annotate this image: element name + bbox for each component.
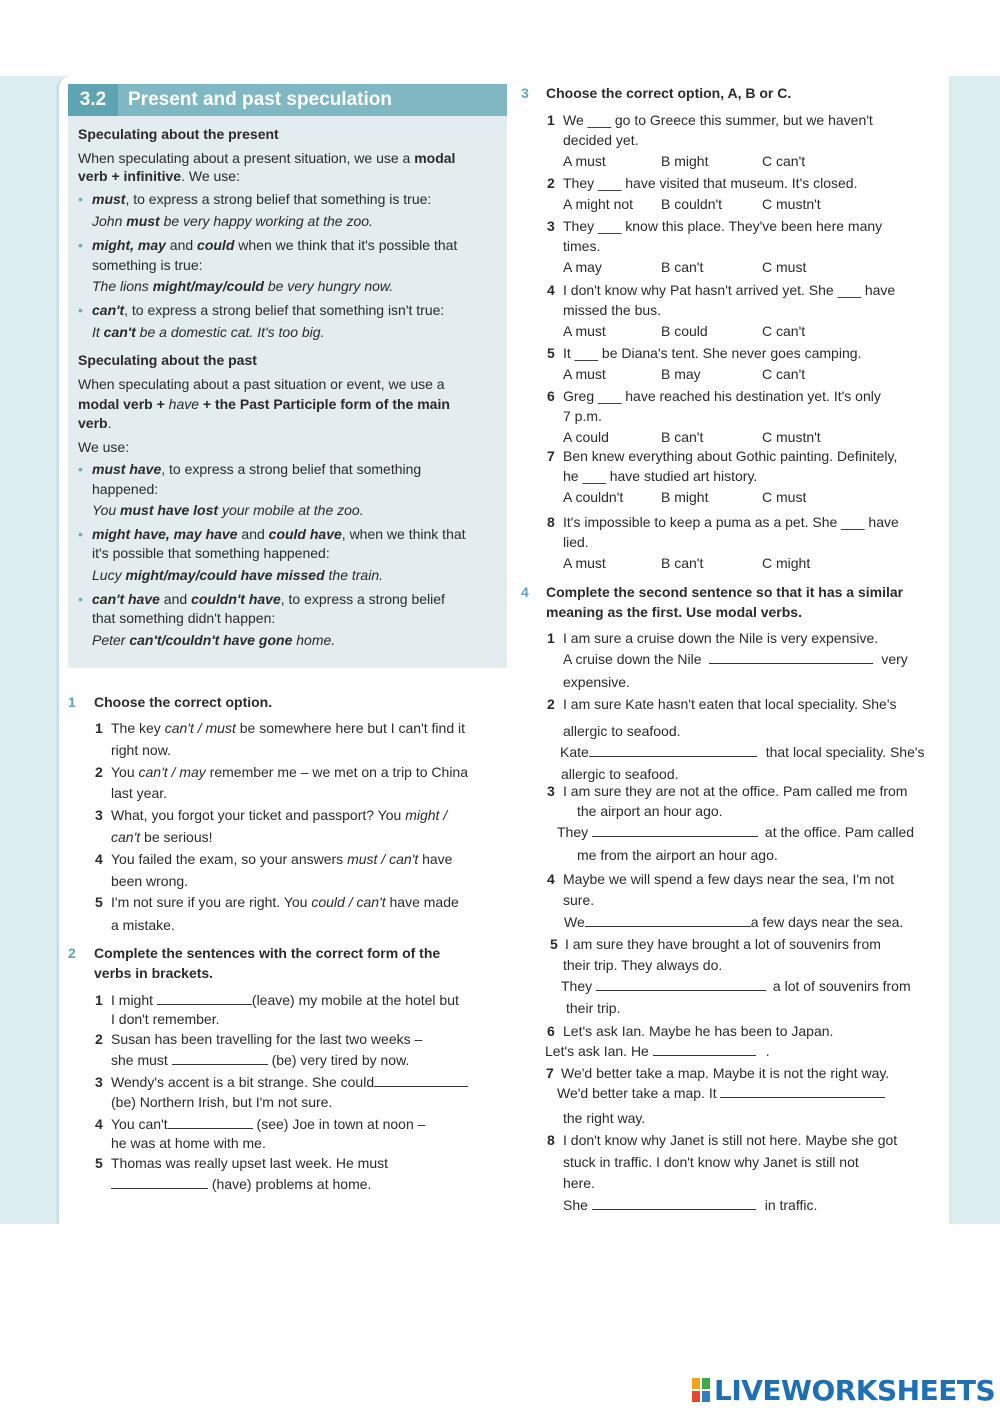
option-b[interactable]: B can't: [661, 259, 704, 275]
section-title: Present and past speculation: [128, 89, 392, 110]
logo-icon: [692, 1378, 710, 1402]
ex4-item-1: I am sure a cruise down the Nile is very expensive.: [563, 630, 879, 646]
logo-square: [702, 1378, 710, 1389]
exercise-2-title: Complete the sentences with the correct form of the: [94, 945, 441, 961]
ex2-item-4-line2: he was at home with me.: [111, 1135, 266, 1151]
ex1-item-5-line2: a mistake.: [111, 917, 175, 933]
ex4-item-5-line2: their trip. They always do.: [563, 957, 723, 973]
item-number: 1: [547, 630, 555, 646]
item-number: 4: [547, 282, 555, 298]
present-intro: When speculating about a present situation, we use a modal: [78, 150, 456, 166]
ex1-item-1: The key can't / must be somewhere here but I can't find it: [111, 720, 465, 736]
rule-might-have-line2: it's possible that something happened:: [92, 545, 330, 561]
ex1-item-3: What, you forgot your ticket and passport? You might /: [111, 807, 448, 823]
ex4-item-7: We'd better take a map. Maybe it is not the right way.: [561, 1065, 890, 1081]
bullet-icon: •: [78, 591, 83, 607]
ex4-item-2-line2: allergic to seafood.: [563, 723, 681, 739]
example-cant: It can't be a domestic cat. It's too big.: [92, 324, 325, 340]
ex3-question: I don't know why Pat hasn't arrived yet. She ___ have: [563, 282, 896, 298]
option-a[interactable]: A must: [563, 323, 606, 339]
logo-square: [692, 1391, 700, 1402]
option-b[interactable]: B could: [661, 323, 708, 339]
ex3-question-line2: lied.: [563, 534, 589, 550]
answer-blank[interactable]: [172, 1052, 268, 1065]
item-number: 7: [547, 448, 555, 464]
item-number: 5: [95, 894, 103, 910]
ex4-item-1-rewrite: A cruise down the Nile very: [563, 651, 908, 667]
rule-might: might, may and could when we think that it's possible that: [92, 237, 458, 253]
exercise-2-number: 2: [68, 945, 76, 961]
item-number: 8: [547, 514, 555, 530]
item-number: 5: [95, 1155, 103, 1171]
ex4-item-2: I am sure Kate hasn't eaten that local speciality. She's: [563, 696, 897, 712]
ex2-item-5-line2: (have) problems at home.: [111, 1175, 371, 1193]
option-c[interactable]: C mustn't: [762, 196, 821, 212]
item-number: 2: [95, 764, 103, 780]
option-choice[interactable]: can't / may: [138, 764, 206, 780]
answer-blank[interactable]: [653, 1043, 756, 1056]
option-c[interactable]: C might: [762, 555, 811, 571]
exercise-3-title: Choose the correct option, A, B or C.: [546, 85, 792, 101]
answer-blank[interactable]: [592, 824, 758, 837]
rule-must: must, to express a strong belief that something is true:: [92, 191, 432, 207]
ex3-question: They ___ know this place. They've been here many: [563, 218, 883, 234]
item-number: 3: [95, 807, 103, 823]
item-number: 1: [95, 720, 103, 736]
item-number: 2: [95, 1031, 103, 1047]
ex2-item-1: I might (leave) my mobile at the hotel but: [111, 992, 459, 1008]
ex3-question-line2: decided yet.: [563, 132, 639, 148]
option-c[interactable]: C can't: [762, 153, 806, 169]
ex4-item-8-line2: stuck in traffic. I don't know why Janet is still not: [563, 1154, 859, 1170]
answer-blank[interactable]: [720, 1085, 885, 1098]
option-a[interactable]: A could: [563, 429, 609, 445]
item-number: 5: [547, 345, 555, 361]
ex4-item-3-line2: the airport an hour ago.: [577, 803, 723, 819]
past-heading: Speculating about the past: [78, 352, 257, 368]
ex4-item-1-line3: expensive.: [563, 674, 630, 690]
ex4-item-7-line3: the right way.: [563, 1110, 646, 1126]
item-number: 4: [95, 1116, 103, 1132]
example-must: John must be very happy working at the zoo.: [92, 213, 373, 229]
item-number: 6: [547, 388, 555, 404]
option-a[interactable]: A must: [563, 153, 606, 169]
ex4-item-6-rewrite: Let's ask Ian. He .: [545, 1043, 770, 1059]
item-number: 6: [547, 1023, 555, 1039]
option-b[interactable]: B might: [661, 153, 709, 169]
logo-square: [692, 1378, 700, 1389]
exercise-1-title: Choose the correct option.: [94, 694, 273, 710]
ex4-item-6: Let's ask Ian. Maybe he has been to Japan.: [563, 1023, 834, 1039]
answer-blank[interactable]: [157, 992, 252, 1005]
ex3-question: We ___ go to Greece this summer, but we haven't: [563, 112, 873, 128]
ex2-item-3: Wendy's accent is a bit strange. She could: [111, 1073, 468, 1091]
example-might: The lions might/may/could be very hungry now.: [92, 278, 394, 294]
ex3-question: Greg ___ have reached his destination yet. It's only: [563, 388, 881, 404]
option-c[interactable]: C must: [762, 259, 807, 275]
option-a[interactable]: A couldn't: [563, 489, 624, 505]
option-b[interactable]: B can't: [661, 429, 704, 445]
ex4-item-7-rewrite: We'd better take a map. It: [557, 1084, 885, 1102]
past-intro-line3: verb.: [78, 415, 112, 431]
ex2-item-2-line2: she must (be) very tired by now.: [111, 1052, 410, 1068]
option-choice[interactable]: can't: [111, 829, 141, 845]
rule-must-have-line2: happened:: [92, 481, 159, 497]
option-c[interactable]: C can't: [762, 323, 806, 339]
option-a[interactable]: A may: [563, 259, 602, 275]
item-number: 1: [547, 112, 555, 128]
ex3-question: Ben knew everything about Gothic painting. Definitely,: [563, 448, 898, 464]
item-number: 1: [95, 992, 103, 1008]
ex4-item-3: I am sure they are not at the office. Pam called me from: [563, 783, 908, 799]
ex4-item-3-line4: me from the airport an hour ago.: [577, 847, 778, 863]
ex4-item-5-rewrite: They a lot of souvenirs from: [561, 978, 911, 994]
item-number: 4: [547, 871, 555, 887]
ex4-item-5-line4: their trip.: [566, 1000, 621, 1016]
option-a[interactable]: A must: [563, 366, 606, 382]
rule-might-have: might have, may have and could have, when we think that: [92, 526, 466, 542]
logo-square: [702, 1391, 710, 1402]
ex1-item-1-line2: right now.: [111, 742, 171, 758]
rule-must-have: must have, to express a strong belief that something: [92, 461, 422, 477]
ex1-item-3-line2: can't be serious!: [111, 829, 213, 845]
exercise-3-number: 3: [521, 85, 529, 101]
ex1-item-5: I'm not sure if you are right. You could / can't have made: [111, 894, 459, 910]
ex4-item-5: I am sure they have brought a lot of souvenirs from: [565, 936, 881, 952]
present-heading: Speculating about the present: [78, 126, 279, 142]
ex4-item-2-line4: allergic to seafood.: [561, 766, 679, 782]
answer-blank[interactable]: [589, 744, 757, 757]
example-might-have: Lucy might/may/could have missed the train.: [92, 567, 384, 583]
grammar-title-bar: [68, 84, 507, 116]
rule-might-line2: something is true:: [92, 257, 203, 273]
exercise-1-number: 1: [68, 694, 76, 710]
ex1-item-4-line2: been wrong.: [111, 873, 189, 889]
answer-blank[interactable]: [596, 978, 766, 991]
option-b[interactable]: B might: [661, 489, 709, 505]
ex4-item-8: I don't know why Janet is still not here. Maybe she got: [563, 1132, 898, 1148]
we-use-label: We use:: [78, 439, 130, 455]
option-choice[interactable]: can't / must: [164, 720, 236, 736]
answer-blank[interactable]: [111, 1176, 208, 1189]
exercise-4-title-line2: meaning as the first. Use modal verbs.: [546, 604, 802, 620]
ex2-item-1-line2: I don't remember.: [111, 1011, 220, 1027]
item-number: 3: [547, 218, 555, 234]
ex3-question: They ___ have visited that museum. It's closed.: [563, 175, 858, 191]
ex4-item-8-line3: here.: [563, 1175, 595, 1191]
rule-cant: can't, to express a strong belief that something isn't true:: [92, 302, 445, 318]
ex3-question-line2: 7 p.m.: [563, 408, 602, 424]
past-intro-line2: modal verb + have + the Past Participle form of the main: [78, 396, 450, 412]
ex4-item-3-rewrite: They at the office. Pam called: [557, 824, 915, 840]
bullet-icon: •: [78, 526, 83, 542]
item-number: 5: [550, 936, 558, 952]
option-b[interactable]: B may: [661, 366, 701, 382]
ex3-question: It ___ be Diana's tent. She never goes camping.: [563, 345, 862, 361]
answer-blank[interactable]: [168, 1116, 253, 1129]
answer-blank[interactable]: [592, 1197, 756, 1210]
ex1-item-2-line2: last year.: [111, 785, 168, 801]
option-choice[interactable]: must / can't: [347, 851, 419, 867]
ex1-item-2: You can't / may remember me – we met on a trip to China: [111, 764, 469, 780]
ex2-item-3-line2: (be) Northern Irish, but I'm not sure.: [111, 1094, 333, 1110]
answer-blank[interactable]: [374, 1074, 468, 1087]
logo-text: LIVEWORKSHEETS: [714, 1374, 996, 1407]
ex4-item-2-rewrite: Kate that local speciality. She's: [560, 744, 925, 760]
bullet-icon: •: [78, 191, 83, 207]
rule-cant-have-line2: that something didn't happen:: [92, 610, 276, 626]
exercise-4-number: 4: [521, 584, 529, 600]
option-b[interactable]: B couldn't: [661, 196, 723, 212]
option-c[interactable]: C mustn't: [762, 429, 821, 445]
answer-blank[interactable]: [585, 914, 751, 927]
example-must-have: You must have lost your mobile at the zoo.: [92, 502, 364, 518]
section-number: 3.2: [68, 84, 118, 116]
answer-blank[interactable]: [709, 651, 873, 664]
ex4-item-4: Maybe we will spend a few days near the sea, I'm not: [563, 871, 895, 887]
bullet-icon: •: [78, 237, 83, 253]
exercise-2-title-line2: verbs in brackets.: [94, 965, 214, 981]
ex2-item-2: Susan has been travelling for the last two weeks –: [111, 1031, 423, 1047]
item-number: 3: [547, 783, 555, 799]
option-a[interactable]: A must: [563, 555, 606, 571]
option-c[interactable]: C must: [762, 489, 807, 505]
option-choice[interactable]: could / can't: [311, 894, 386, 910]
ex3-question-line2: he ___ have studied art history.: [563, 468, 758, 484]
item-number: 4: [95, 851, 103, 867]
ex3-question-line2: missed the bus.: [563, 302, 662, 318]
exercise-4-title: Complete the second sentence so that it has a similar: [546, 584, 904, 600]
item-number: 8: [547, 1132, 555, 1148]
option-c[interactable]: C can't: [762, 366, 806, 382]
ex4-item-8-rewrite: She in traffic.: [563, 1197, 818, 1213]
option-choice[interactable]: might /: [405, 807, 448, 823]
option-b[interactable]: B can't: [661, 555, 704, 571]
item-number: 2: [547, 696, 555, 712]
past-intro: When speculating about a past situation or event, we use a: [78, 376, 445, 392]
item-number: 7: [546, 1065, 554, 1081]
bullet-icon: •: [78, 302, 83, 318]
present-intro-line2: verb + infinitive. We use:: [78, 168, 240, 184]
ex3-question: It's impossible to keep a puma as a pet. She ___ have: [563, 514, 899, 530]
ex4-item-4-line2: sure.: [563, 892, 595, 908]
item-number: 2: [547, 175, 555, 191]
ex2-item-4: You can't (see) Joe in town at noon –: [111, 1116, 426, 1132]
ex3-question-line2: times.: [563, 238, 601, 254]
ex4-item-4-rewrite: We a few days near the sea.: [564, 914, 904, 930]
ex1-item-4: You failed the exam, so your answers must / can't have: [111, 851, 453, 867]
item-number: 3: [95, 1074, 103, 1090]
option-a[interactable]: A might not: [563, 196, 634, 212]
ex2-item-5: Thomas was really upset last week. He must: [111, 1155, 388, 1171]
example-cant-have: Peter can't/couldn't have gone home.: [92, 632, 336, 648]
rule-cant-have: can't have and couldn't have, to express a strong belief: [92, 591, 445, 607]
bullet-icon: •: [78, 461, 83, 477]
